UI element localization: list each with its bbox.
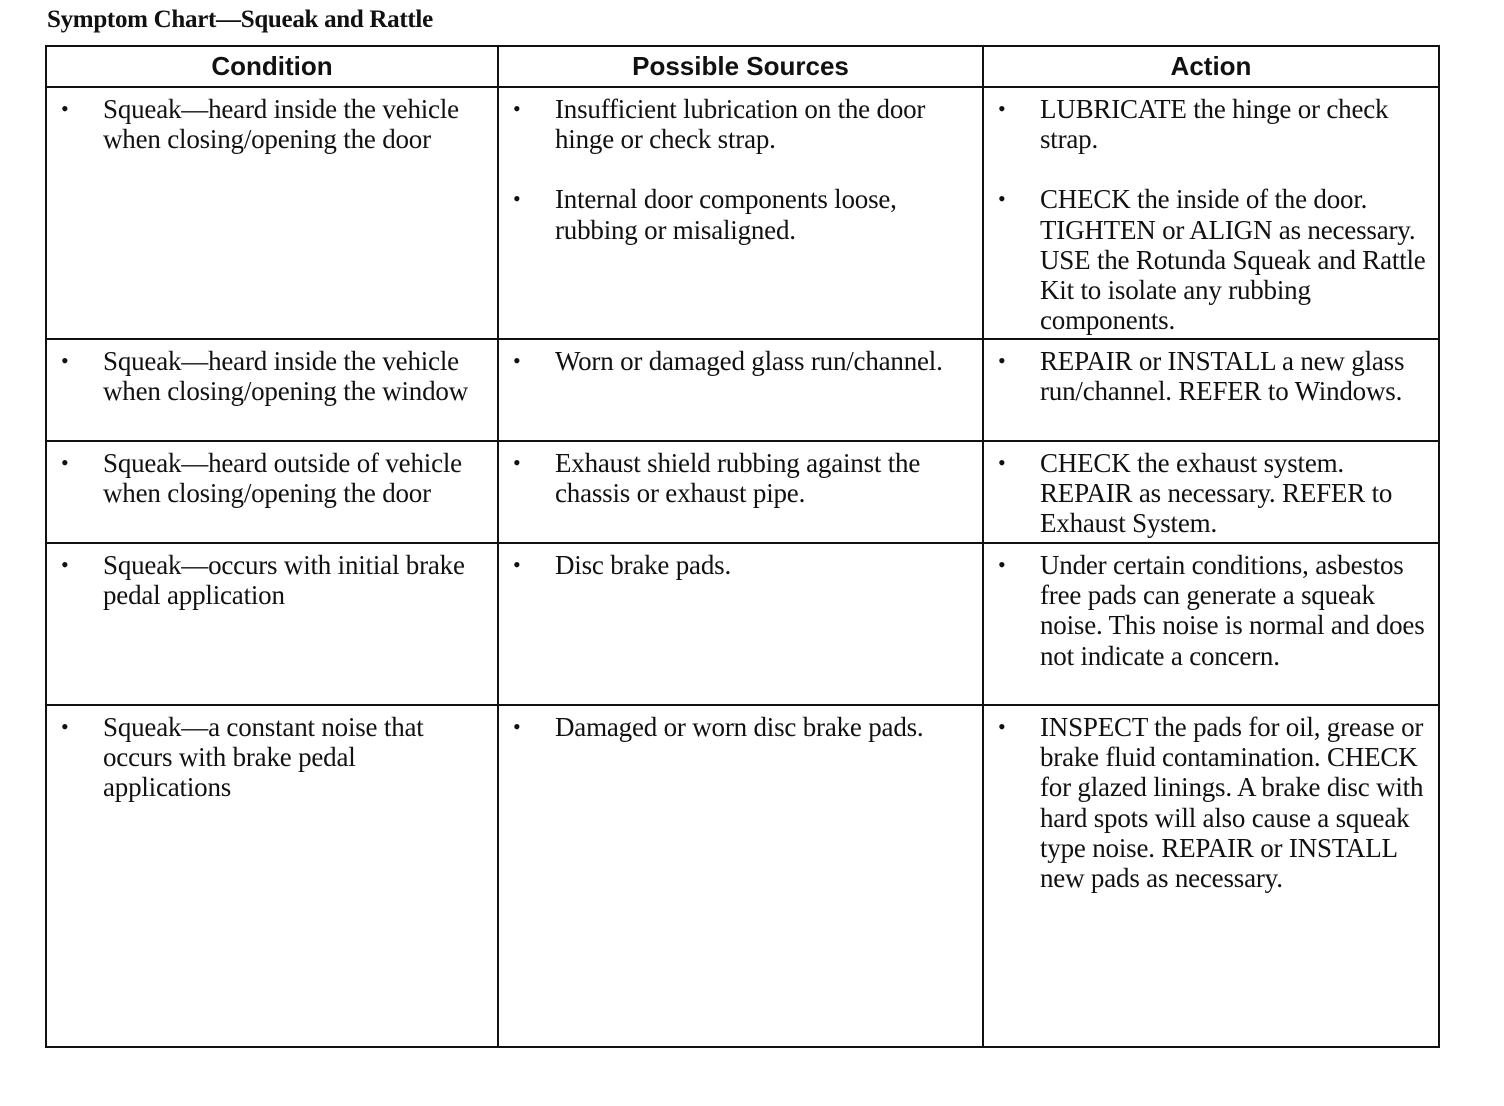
condition-item: • Squeak—heard inside the vehicle when closing/opening the door [47,94,485,154]
table-row [46,87,1439,339]
action-item: • Under certain conditions, asbestos free pads can generate a squeak noise. This noise is normal and does not indicate a concern. [984,550,1426,671]
source-item: • Disc brake pads. [499,550,970,580]
action-item: • LUBRICATE the hinge or check strap. [984,94,1426,154]
action-cell [983,543,1439,705]
action-cell [983,339,1439,441]
action-cell [983,441,1439,543]
source-item: • Exhaust shield rubbing against the chassis or exhaust pipe. [499,448,970,508]
source-item: • Internal door components loose, rubbing or misaligned. [499,184,970,244]
condition-item: • Squeak—a constant noise that occurs with brake pedal applications [47,712,485,803]
header-row [46,46,1439,87]
action-item: • CHECK the inside of the door. TIGHTEN or ALIGN as necessary. USE the Rotunda Squeak and Rattle Kit to isolate any rubbing components. [984,184,1426,335]
condition-cell [46,87,498,339]
symptom-table [45,45,1440,1048]
condition-cell [46,339,498,441]
header-possible-sources: Possible Sources [498,46,983,87]
table-row [46,441,1439,543]
header-condition: Condition [46,46,498,87]
action-item: • CHECK the exhaust system. REPAIR as necessary. REFER to Exhaust System. [984,448,1426,539]
source-item: • Insufficient lubrication on the door hinge or check strap. [499,94,970,154]
action-item: • INSPECT the pads for oil, grease or brake fluid contamination. CHECK for glazed linings. A brake disc with hard spots will also cause a squeak type noise. REPAIR or INSTALL new pads as necessary. [984,712,1426,893]
action-cell [983,87,1439,339]
sources-cell [498,705,983,1047]
table-row [46,705,1439,1047]
action-cell [983,705,1439,1047]
sources-cell [498,441,983,543]
table-row [46,543,1439,705]
table-row [46,339,1439,441]
sources-cell [498,87,983,339]
sources-cell [498,339,983,441]
condition-item: • Squeak—heard outside of vehicle when closing/opening the door [47,448,485,508]
page-title: Symptom Chart—Squeak and Rattle [47,6,433,33]
condition-cell [46,705,498,1047]
sources-cell [498,543,983,705]
condition-item: • Squeak—occurs with initial brake pedal application [47,550,485,610]
condition-cell [46,441,498,543]
condition-cell [46,543,498,705]
condition-item: • Squeak—heard inside the vehicle when closing/opening the window [47,346,485,406]
action-item: • REPAIR or INSTALL a new glass run/channel. REFER to Windows. [984,346,1426,406]
source-item: • Damaged or worn disc brake pads. [499,712,970,742]
header-action: Action [983,46,1439,87]
source-item: • Worn or damaged glass run/channel. [499,346,970,376]
